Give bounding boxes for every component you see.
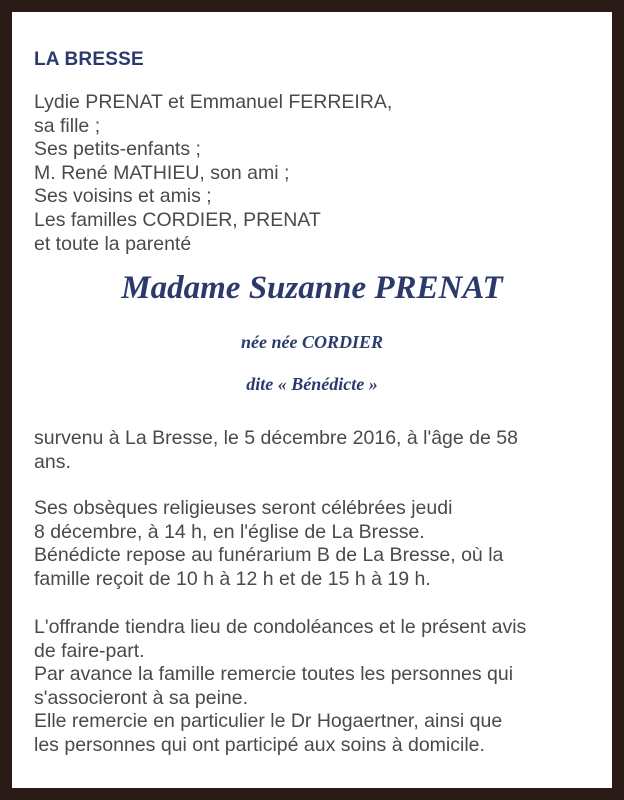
paragraph-line: de faire-part.: [34, 639, 145, 662]
deceased-name: Madame Suzanne PRENAT: [121, 270, 503, 306]
thanks-paragraph: [34, 616, 600, 758]
paragraph-line: L'offrande tiendra lieu de condoléances et le présent avis: [34, 616, 527, 638]
family-line: M. René MATHIEU, son ami ;: [34, 161, 290, 184]
family-line: Ses petits-enfants ;: [34, 138, 201, 161]
obituary-notice: [12, 12, 612, 788]
paragraph-line: famille reçoit de 10 h à 12 h et de 15 h à 19 h.: [34, 567, 431, 590]
family-line: Ses voisins et amis ;: [34, 185, 212, 208]
paragraph-line: Bénédicte repose au funérarium B de La Bresse, où la: [34, 544, 504, 567]
location-heading: LA BRESSE: [34, 49, 144, 70]
paragraph-line: Elle remercie en particulier le Dr Hogaertner, ainsi que: [34, 710, 503, 733]
paragraph-line: Ses obsèques religieuses seront célébrées jeudi: [34, 497, 453, 519]
nickname: dite « Bénédicte »: [246, 374, 378, 394]
family-line: et toute la parenté: [34, 232, 192, 255]
funeral-paragraph: [34, 497, 600, 591]
family-list: [34, 91, 392, 256]
maiden-name: née née CORDIER: [240, 332, 383, 352]
paragraph-line: les personnes qui ont participé aux soins à domicile.: [34, 733, 485, 756]
death-paragraph: [34, 427, 600, 474]
family-line: sa fille ;: [34, 114, 101, 137]
family-line: Les familles CORDIER, PRENAT: [34, 208, 321, 231]
family-line: Lydie PRENAT et Emmanuel FERREIRA,: [34, 91, 393, 113]
paragraph-line: ans.: [34, 450, 71, 473]
paragraph-line: 8 décembre, à 14 h, en l'église de La Bresse.: [34, 520, 425, 543]
paragraph-line: s'associeront à sa peine.: [34, 686, 249, 709]
paragraph-line: Par avance la famille remercie toutes les personnes qui: [34, 663, 514, 686]
paragraph-line: survenu à La Bresse, le 5 décembre 2016, à l'âge de 58: [34, 427, 518, 449]
